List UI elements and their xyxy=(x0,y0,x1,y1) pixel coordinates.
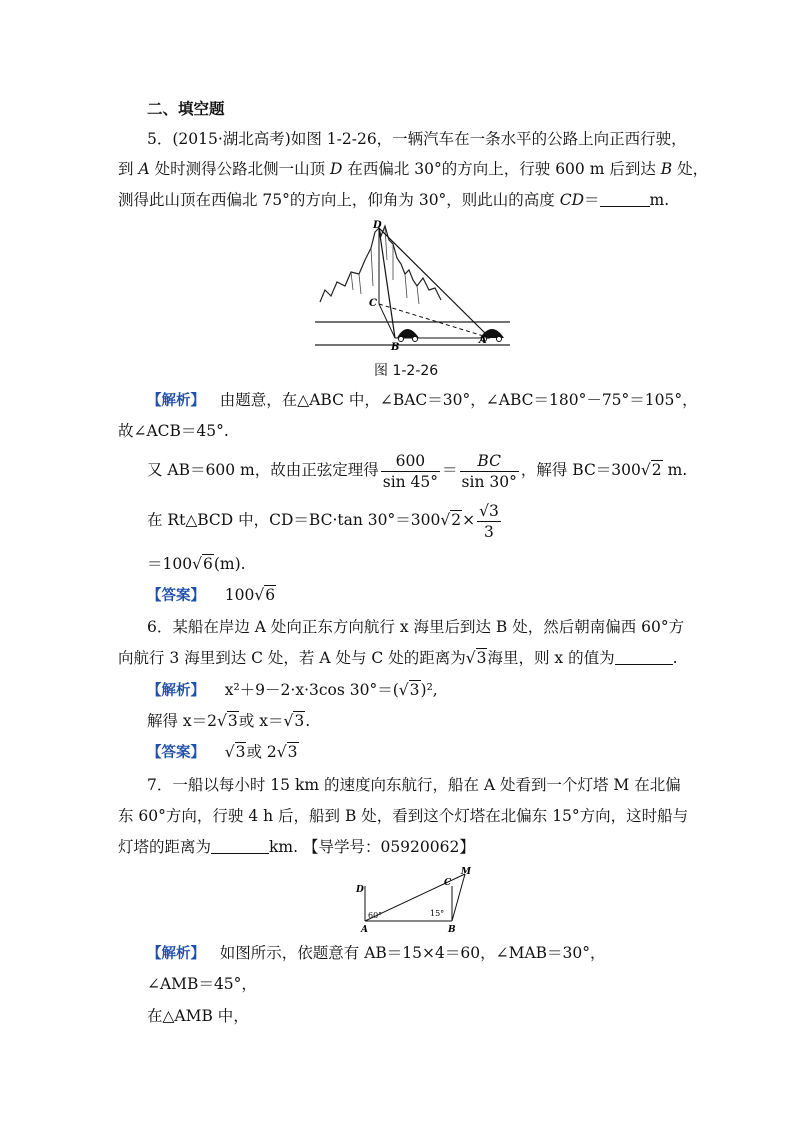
figure-caption: 图 1-2-26 xyxy=(374,363,439,379)
label-D: D xyxy=(373,220,382,231)
label-B: B xyxy=(391,342,400,350)
q5-analysis-3: 又 AB＝600 m，故由正弦定理得 $\frac{600}{\sin 45^\circ}$ ＝ $\frac{BC}{\sin 30^\circ}$ ，解得 BC＝300√2 m. xyxy=(147,451,688,491)
q5-analysis-5: ＝100√6(m). xyxy=(147,555,246,573)
label-A: A xyxy=(479,335,487,346)
q7-analysis-3: 在△AMB 中， xyxy=(147,1007,249,1025)
q7-line-2: 东 60°方向，行驶 4 h 后，船到 B 处，看到这个灯塔在北偏东 15°方向，这时船与 xyxy=(118,807,689,825)
q5-analysis-4: 在 Rt△BCD 中，CD＝BC·tan 30°＝300√2× $\frac{√3}{3}$ xyxy=(147,501,499,541)
q6-analysis-1: 【解析】 x²＋9－2·x·3cos 30°＝(√3)², xyxy=(147,681,438,699)
label-C: C xyxy=(444,878,452,888)
q5-line-2: 到 A 处时测得公路北侧一山顶 D 在西偏北 30°的方向上，行驶 600 m 后到达 B 处， xyxy=(118,160,709,178)
label-B: B xyxy=(448,925,456,935)
angle-15-label: 15° xyxy=(430,909,445,918)
label-A: A xyxy=(361,925,368,935)
figure-q7 xyxy=(350,866,480,936)
answer-tag: 【答案】 xyxy=(147,745,205,761)
q5-analysis-1: 【解析】 由题意，在△ABC 中，∠BAC＝30°，∠ABC＝180°－75°＝105°， xyxy=(147,391,698,409)
answer-tag: 【答案】 xyxy=(147,588,205,604)
q6-answer: 【答案】 √3或 2√3 xyxy=(147,743,298,761)
analysis-tag: 【解析】 xyxy=(147,683,205,699)
label-M: M xyxy=(461,867,471,877)
q7-line-3: 灯塔的距离为 km. 【导学号：05920062】 xyxy=(118,838,475,856)
q5-answer: 【答案】 100√6 xyxy=(147,586,276,604)
q7-analysis-2: ∠AMB＝45°， xyxy=(147,975,257,993)
q5-line-3: 测得此山顶在西偏北 75°的方向上，仰角为 30°，则此山的高度 CD＝ m. xyxy=(118,191,670,209)
label-D: D xyxy=(356,885,364,895)
q5-analysis-2: 故∠ACB＝45°. xyxy=(118,422,229,440)
q6-analysis-2: 解得 x＝2√3或 x＝√3. xyxy=(147,712,311,730)
q7-line-1: 7．一船以每小时 15 km 的速度向东航行，船在 A 处看到一个灯塔 M 在北偏 xyxy=(147,776,681,794)
angle-60-label: 60° xyxy=(368,911,383,920)
q6-line-1: 6．某船在岸边 A 处向正东方向航行 x 海里后到达 B 处，然后朝南偏西 60°方 xyxy=(147,618,685,636)
line-BM xyxy=(452,874,465,921)
section-title: 二、填空题 xyxy=(147,100,225,118)
answer-blank[interactable] xyxy=(600,190,650,207)
q6-line-2: 向航行 3 海里到达 C 处，若 A 处与 C 处的距离为√3海里，则 x 的值为 . xyxy=(118,649,678,667)
q5-line-1: 5．(2015·湖北高考)如图 1-2-26，一辆汽车在一条水平的公路上向正西行驶， xyxy=(147,130,687,148)
analysis-tag: 【解析】 xyxy=(147,393,205,409)
figure-1-2-26 xyxy=(315,220,515,350)
label-C: C xyxy=(369,298,377,309)
q7-analysis-1: 【解析】 如图所示，依题意有 AB＝15×4＝60，∠MAB＝30°， xyxy=(147,944,606,962)
analysis-tag: 【解析】 xyxy=(147,946,205,962)
answer-blank[interactable] xyxy=(211,837,269,854)
answer-blank[interactable] xyxy=(615,648,673,665)
